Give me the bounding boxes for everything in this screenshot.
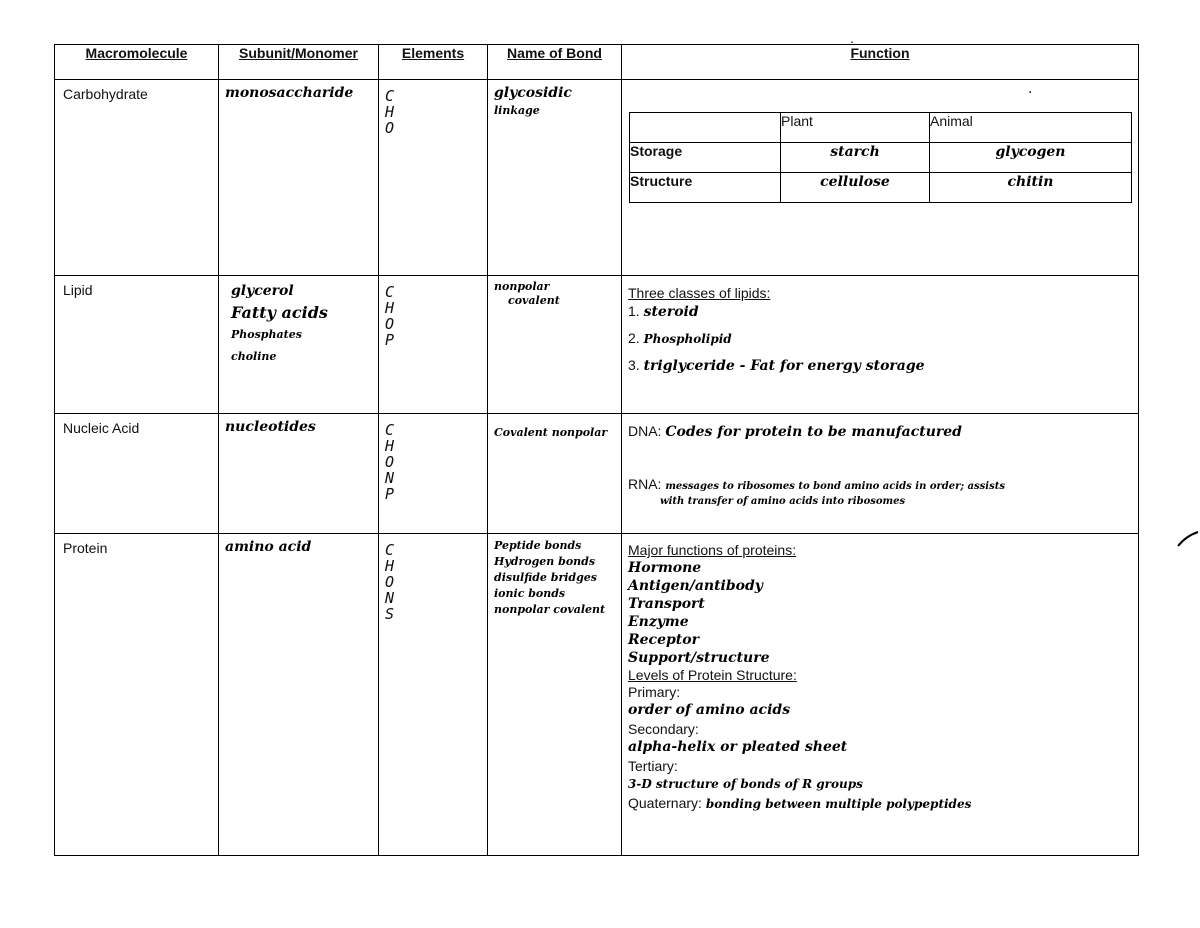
bond-line: covalent <box>508 294 560 307</box>
element: O <box>385 119 395 137</box>
subunit-line: glycerol <box>231 283 294 299</box>
carbohydrate-label: Carbohydrate <box>63 86 148 102</box>
col-plant: Plant <box>781 113 930 143</box>
element: C <box>385 283 395 301</box>
subunit-line: choline <box>231 350 277 363</box>
header-subunit: Subunit/Monomer <box>219 45 379 80</box>
protein-bond <box>488 534 621 622</box>
bond-line: linkage <box>494 104 540 117</box>
element: H <box>385 437 395 455</box>
carbohydrate-bond <box>488 80 621 124</box>
protein-elements <box>379 534 487 622</box>
element: C <box>385 541 395 559</box>
list-number: 1. <box>628 303 640 319</box>
protein-function <box>622 534 1138 817</box>
stray-mark: . <box>1028 80 1033 97</box>
list-number: 3. <box>628 357 640 373</box>
bond-line: nonpolar covalent <box>494 603 606 616</box>
protein-functions-heading: Major functions of proteins: <box>628 542 797 558</box>
element: P <box>385 485 395 503</box>
blank-cell <box>630 113 781 143</box>
element: P <box>385 331 395 349</box>
nucleic-bond: Covalent nonpolar <box>494 426 608 439</box>
lipid-classes-heading: Three classes of lipids: <box>628 285 771 301</box>
header-macromolecule: Macromolecule <box>55 45 219 80</box>
secondary-structure: alpha-helix or pleated sheet <box>628 739 848 755</box>
list-number: 2. <box>628 330 640 346</box>
protein-function-item: Enzyme <box>628 614 689 630</box>
rna-function-line-1: messages to ribosomes to bond amino acids in order; assists <box>665 481 1005 492</box>
macromolecule-table <box>54 44 1139 856</box>
rna-label: RNA: <box>628 476 662 492</box>
lipid-class-3: triglyceride - Fat for energy storage <box>643 358 925 374</box>
protein-subunit: amino acid <box>225 539 312 555</box>
quaternary-structure: bonding between multiple polypeptides <box>705 797 972 811</box>
row-carbohydrate <box>55 80 1139 276</box>
storage-plant: starch <box>781 143 930 173</box>
header-bond: Name of Bond <box>488 45 622 80</box>
element: O <box>385 315 395 333</box>
row-storage: Storage <box>630 143 781 173</box>
lipid-bond <box>488 276 621 312</box>
element: O <box>385 573 395 591</box>
protein-function-item: Support/structure <box>628 650 770 666</box>
nucleic-function <box>622 414 1138 512</box>
element: N <box>385 589 395 607</box>
secondary-label: Secondary: <box>628 721 699 737</box>
quaternary-label: Quaternary: <box>628 795 702 811</box>
element: H <box>385 557 395 575</box>
lipid-function <box>622 276 1138 379</box>
lipid-class-1: steroid <box>643 304 699 320</box>
header-row <box>55 45 1139 80</box>
nucleic-subunit: nucleotides <box>225 419 316 435</box>
header-elements: Elements <box>379 45 488 80</box>
storage-animal: glycogen <box>930 143 1132 173</box>
carbohydrate-elements <box>379 80 487 136</box>
subunit-line: Phosphates <box>231 328 302 341</box>
bond-line: disulfide bridges <box>494 571 597 584</box>
header-function: Function <box>622 45 1139 80</box>
subunit-line: Fatty acids <box>231 303 328 322</box>
col-animal: Animal <box>930 113 1132 143</box>
carbohydrate-storage-table <box>629 112 1132 203</box>
protein-function-item: Hormone <box>628 560 702 576</box>
dna-label: DNA: <box>628 423 662 439</box>
stray-pen-stroke <box>1176 528 1200 550</box>
bond-line: ionic bonds <box>494 587 566 600</box>
element: C <box>385 421 395 439</box>
row-structure: Structure <box>630 173 781 203</box>
carbohydrate-subunit: monosaccharide <box>225 85 354 101</box>
protein-function-item: Receptor <box>628 632 699 648</box>
bond-line: glycosidic <box>494 85 572 101</box>
rna-function-line-2: with transfer of amino acids into ribosomes <box>660 496 906 507</box>
element: N <box>385 469 395 487</box>
lipid-subunit <box>219 276 378 372</box>
dna-function: Codes for protein to be manufactured <box>665 424 962 440</box>
structure-plant: cellulose <box>781 173 930 203</box>
bond-line: Hydrogen bonds <box>494 555 596 568</box>
row-nucleic-acid <box>55 414 1139 534</box>
primary-label: Primary: <box>628 684 681 700</box>
stray-mark: . <box>850 30 854 46</box>
tertiary-structure: 3-D structure of bonds of R groups <box>628 777 863 791</box>
bond-line: nonpolar <box>494 280 550 293</box>
element: S <box>385 605 395 623</box>
bond-line: Peptide bonds <box>494 539 582 552</box>
element: O <box>385 453 395 471</box>
element: H <box>385 103 395 121</box>
element: H <box>385 299 395 317</box>
protein-function-item: Transport <box>628 596 705 612</box>
tertiary-label: Tertiary: <box>628 758 678 774</box>
protein-function-item: Antigen/antibody <box>628 578 763 594</box>
element: C <box>385 87 395 105</box>
row-protein <box>55 534 1139 856</box>
protein-levels-heading: Levels of Protein Structure: <box>628 667 797 683</box>
protein-label: Protein <box>63 540 108 556</box>
row-lipid <box>55 276 1139 414</box>
primary-structure: order of amino acids <box>628 702 791 718</box>
nucleic-elements <box>379 414 487 502</box>
structure-animal: chitin <box>930 173 1132 203</box>
nucleic-label: Nucleic Acid <box>63 420 140 436</box>
lipid-elements <box>379 276 487 348</box>
lipid-class-2: Phospholipid <box>643 332 732 346</box>
lipid-label: Lipid <box>63 282 93 298</box>
